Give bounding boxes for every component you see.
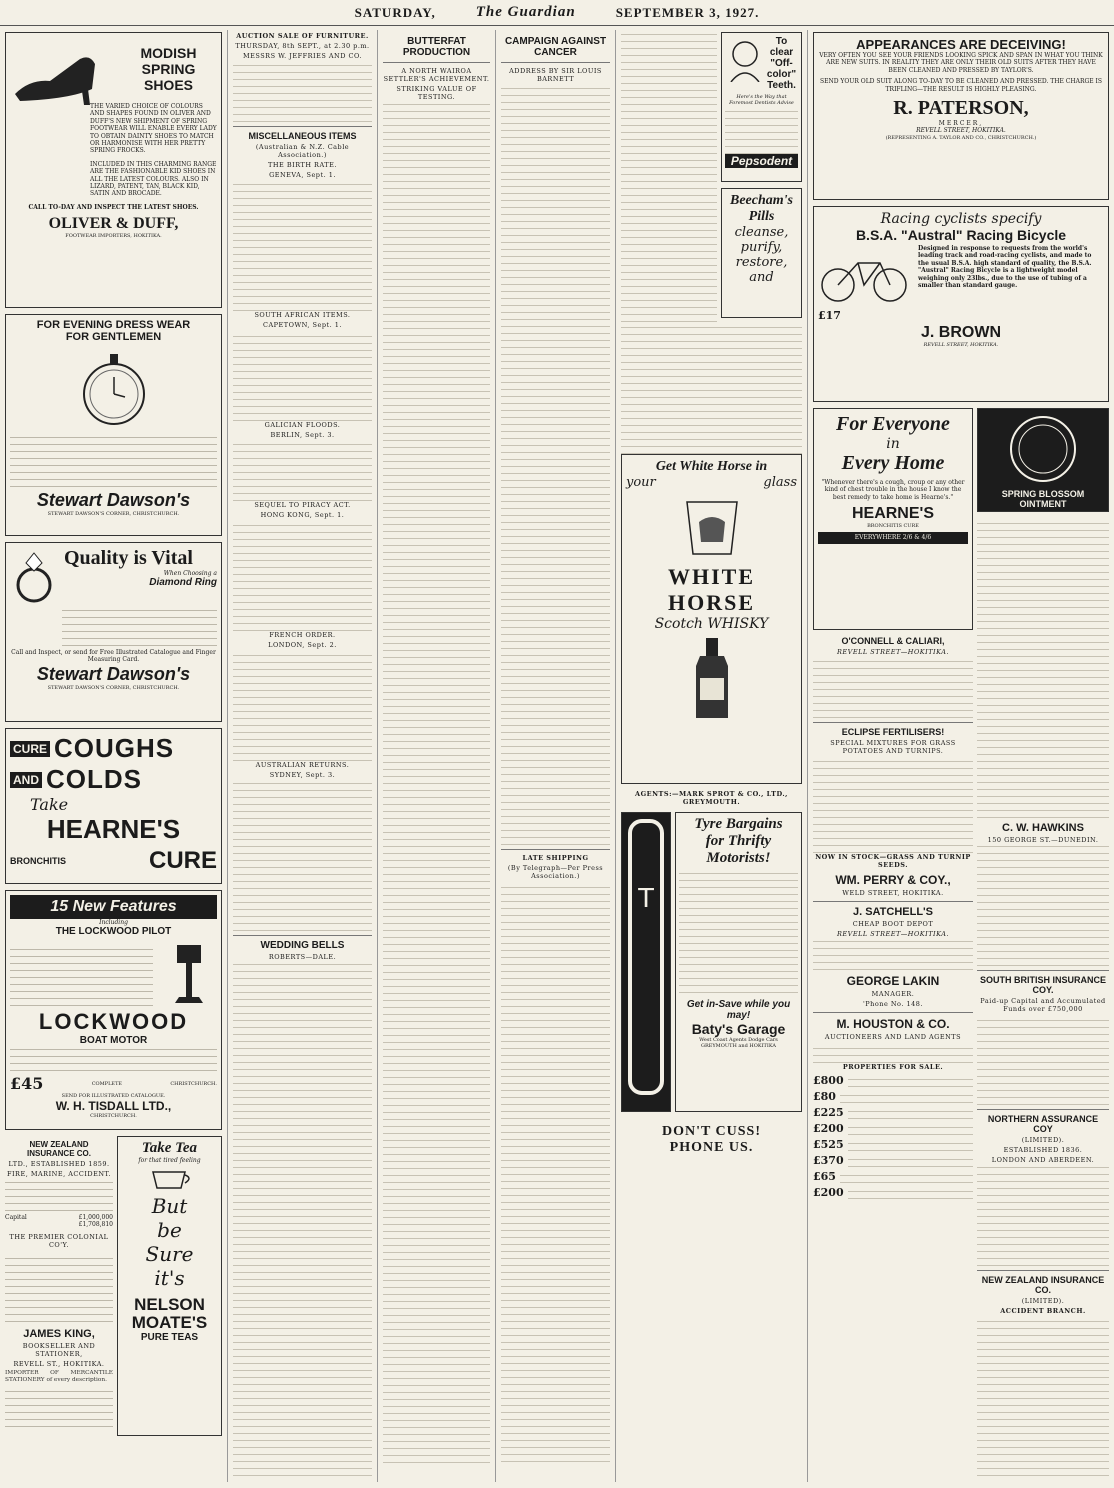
everyone-line-2: in xyxy=(886,436,900,452)
ad-pepsodent xyxy=(721,32,802,182)
sequel-loc: HONG KONG, Sept. 1. xyxy=(260,511,345,519)
nz-insurance-capital-label: Capital xyxy=(5,1214,27,1221)
misc-sub: (Australian & N.Z. Cable Association.) xyxy=(255,143,350,159)
phone-us: PHONE US. xyxy=(669,1140,754,1155)
nz-insurance-capital-value: £1,000,000 xyxy=(78,1214,113,1221)
colds-word: COLDS xyxy=(46,764,142,794)
sa-items-loc: CAPETOWN, Sept. 1. xyxy=(263,321,342,329)
batys-garage-loc: GREYMOUTH and HOKITIKA xyxy=(700,1043,777,1049)
houston-name: M. HOUSTON & CO. xyxy=(836,1017,950,1031)
butterfat-sub-2: STRIKING VALUE OF TESTING. xyxy=(396,85,477,101)
tyre-illustration xyxy=(621,812,671,1112)
auction-firm: MESSRS W. JEFFRIES AND CO. xyxy=(242,52,363,60)
ad-for-everyone xyxy=(813,408,973,630)
wedding-sub: ROBERTS—DALE. xyxy=(268,953,337,961)
birth-rate-body xyxy=(233,181,372,311)
paterson-trade: MERCER, xyxy=(938,120,984,128)
ointment-tin-icon xyxy=(983,413,1103,485)
hearnes-brand: HEARNE'S xyxy=(46,814,181,844)
ad-tyre-bargains xyxy=(675,812,802,1112)
lockwood-price: £45 xyxy=(10,1074,44,1094)
bsa-price: £17 xyxy=(818,309,841,322)
everyone-line-1: For Everyone xyxy=(836,413,950,435)
auction-date: THURSDAY, 8th SEPT., at 2.30 p.m. xyxy=(235,42,370,50)
tea-line-6: it's xyxy=(154,1266,185,1291)
lockwood-city: CHRISTCHURCH. xyxy=(170,1080,217,1087)
cancer-head: CAMPAIGN AGAINST CANCER xyxy=(504,36,607,58)
everyone-brand-sub: BRONCHITIS CURE xyxy=(867,523,919,530)
evening-address: STEWART DAWSON'S CORNER, CHRISTCHURCH. xyxy=(47,511,180,517)
auction-head: AUCTION SALE OF FURNITURE. xyxy=(236,32,369,40)
beecham-line-3: cleanse, xyxy=(734,225,789,240)
oconnell-body xyxy=(813,658,973,718)
whitehorse-brand-1: WHITE HORSE xyxy=(667,564,756,615)
dont-cuss: DON'T CUSS! xyxy=(661,1124,762,1139)
modish-cta: CALL TO-DAY AND INSPECT THE LATEST SHOES. xyxy=(28,203,199,211)
ad-lockwood-boat-motor xyxy=(5,890,222,1130)
perry-addr: WELD STREET, HOKITIKA. xyxy=(842,889,944,897)
masthead xyxy=(0,0,1114,26)
tea-brand: NELSON MOATE'S xyxy=(131,1295,208,1333)
south-british-title: SOUTH BRITISH INSURANCE COY. xyxy=(979,975,1106,995)
lockwood-boat: BOAT MOTOR xyxy=(79,1035,148,1047)
nz-insurance-agents xyxy=(5,1252,113,1322)
nz-insurance-est: LTD., ESTABLISHED 1859. xyxy=(8,1160,110,1168)
diamond-ring-icon xyxy=(10,547,58,607)
property-price-7: £65 xyxy=(813,1169,836,1183)
oliver-duff-brand: OLIVER & DUFF, xyxy=(48,215,179,233)
woman-portrait-icon xyxy=(725,36,765,82)
everyone-brand: HEARNE'S xyxy=(851,505,935,523)
bsa-body: Designed in response to requests from the world's leading track and road-racing cyclists, and made to the usual B.S.A. high standard of quality, the B.S.A. "Austral" Racing Bicycle is a lightweight model weighing only 23lbs., due to the use of tubing of a smaller than standard gauge. xyxy=(918,245,1092,290)
galician-body xyxy=(233,441,372,501)
tea-line-5: Sure xyxy=(145,1242,194,1267)
eclipse-body xyxy=(813,757,973,853)
aus-returns-head: AUSTRALIAN RETURNS. xyxy=(255,761,350,769)
quality-sub-1: When Choosing a xyxy=(163,570,217,577)
property-price-6: £370 xyxy=(813,1153,844,1167)
nz-insurance-premier: THE PREMIER COLONIAL CO'Y. xyxy=(9,1232,109,1249)
houston-sub: AUCTIONEERS AND LAND AGENTS xyxy=(824,1033,962,1041)
cancer-continued-body xyxy=(621,32,717,322)
lockwood-detail-lines xyxy=(10,1049,217,1071)
french-head: FRENCH ORDER. xyxy=(269,631,336,639)
northern-title: NORTHERN ASSURANCE COY xyxy=(987,1114,1099,1134)
coughs-cure-2: CURE xyxy=(148,847,217,874)
aus-returns-loc: SYDNEY, Sept. 3. xyxy=(269,771,336,779)
aus-returns-body xyxy=(233,781,372,931)
bsa-title-1: Racing cyclists specify xyxy=(880,211,1042,227)
james-king-name: JAMES KING, xyxy=(23,1327,95,1340)
james-king-addr: REVELL ST., HOKITIKA. xyxy=(13,1359,105,1368)
paterson-rep: (REPRESENTING A. TAYLOR AND CO., CHRISTCHURCH.) xyxy=(885,134,1037,141)
auction-body-lines xyxy=(233,62,372,122)
butterfat-sub: A NORTH WAIROA SETTLER'S ACHIEVEMENT. xyxy=(383,67,490,83)
pepsodent-quote: To clear "Off-color" Teeth. xyxy=(766,36,797,91)
late-shipping-head: LATE SHIPPING xyxy=(522,854,589,862)
nz-ins-2-ltd: (LIMITED). xyxy=(1021,1297,1065,1305)
pepsodent-caption: Here's the Way that Foremost Dentists Advise xyxy=(729,94,794,106)
pepsodent-brand: Pepsodent xyxy=(725,154,798,168)
ad-quality-is-vital xyxy=(5,542,222,722)
satchell-body xyxy=(813,940,973,970)
late-shipping-sub: (By Telegraph—Per Press Association.) xyxy=(507,864,604,880)
appearances-title: APPEARANCES ARE DECEIVING! xyxy=(856,37,1066,52)
james-king-trade: BOOKSELLER AND STATIONER, xyxy=(22,1341,96,1358)
james-king-body: IMPORTER OF MERCANTILE STATIONERY of every description. xyxy=(5,1369,113,1384)
masthead-day: SATURDAY, xyxy=(354,4,436,20)
masthead-date: SEPTEMBER 3, 1927. xyxy=(615,4,760,20)
tyre-line-2: for Thrifty xyxy=(705,833,772,849)
james-king-lines xyxy=(5,1387,113,1427)
tea-line-1: Take Tea xyxy=(141,1140,198,1156)
bsa-title-2: B.S.A. "Austral" Racing Bicycle xyxy=(855,227,1067,243)
ad-appearances-deceiving xyxy=(813,32,1109,200)
coughs-cure-1: CURE xyxy=(10,741,50,757)
whitehorse-line-3: glass xyxy=(763,475,797,490)
houston-property-list xyxy=(813,1073,973,1199)
sa-items-head: SOUTH AFRICAN ITEMS. xyxy=(254,311,351,319)
batys-garage: Baty's Garage xyxy=(691,1021,786,1037)
evening-body-lines xyxy=(10,435,217,487)
stewart-dawsons-logo-2: Stewart Dawson's xyxy=(36,663,191,684)
south-british-capital: Paid-up Capital and Accumulated Funds over £750,000 xyxy=(980,997,1106,1013)
northern-est: ESTABLISHED 1836. xyxy=(1003,1146,1083,1154)
wedding-head: WEDDING BELLS xyxy=(260,940,345,951)
lockwood-body-lines xyxy=(10,944,153,1006)
ad-evening-dress-wear xyxy=(5,314,222,536)
ad-spring-blossom xyxy=(977,408,1109,512)
modish-line-1: MODISH xyxy=(140,45,197,61)
spring-blossom-title: SPRING BLOSSOM OINTMENT xyxy=(1001,489,1085,509)
houston-intro xyxy=(813,1043,973,1063)
everyone-quote: "Whenever there's a cough, croup or any other kind of chest trouble in the house I know the best remedy to take home is Hearne's." xyxy=(821,479,965,501)
ad-cure-coughs-colds xyxy=(5,728,222,884)
paterson-name: R. PATERSON, xyxy=(893,97,1029,120)
ad-bsa-racing-bicycle xyxy=(813,206,1109,402)
everyone-price: EVERYWHERE 2/6 & 4/6 xyxy=(818,532,968,543)
late-shipping-body xyxy=(501,882,610,1462)
quality-body-lines xyxy=(62,610,217,646)
appearances-body: VERY OFTEN YOU SEE YOUR FRIENDS LOOKING SPICK AND SPAN IN WHAT YOU THINK ARE NEW SUITS. IN REALITY THEY ARE ONLY THEIR OLD SUITS AFTER THEY HAVE BEEN CLEANED AND PRESSED BY TAYLOR'S. xyxy=(819,52,1103,74)
galician-head: GALICIAN FLOODS. xyxy=(264,421,341,429)
coughs-take: Take xyxy=(30,795,69,814)
bsa-agent: J. BROWN xyxy=(921,324,1001,341)
nz-insurance-lines: FIRE, MARINE, ACCIDENT. xyxy=(6,1170,112,1178)
whisky-glass-icon xyxy=(677,492,747,562)
svg-text:T: T xyxy=(637,882,655,913)
lockwood-agent: W. H. TISDALL LTD., xyxy=(55,1099,172,1114)
sa-items-body xyxy=(233,331,372,421)
teacup-icon xyxy=(145,1166,195,1192)
lakin-name: GEORGE LAKIN xyxy=(846,974,940,988)
shoe-illustration-icon xyxy=(10,39,100,109)
quality-title: Quality is Vital xyxy=(64,547,193,569)
modish-line-2: SPRING xyxy=(141,61,196,77)
tyre-body xyxy=(679,873,798,993)
lockwood-including: Including xyxy=(99,919,128,926)
pocket-watch-icon xyxy=(79,349,149,429)
butterfat-body xyxy=(383,103,490,1463)
beecham-line-4: purify, xyxy=(740,240,783,255)
coughs-word: COUGHS xyxy=(54,733,175,763)
column-4 xyxy=(496,30,616,1482)
oliver-duff-sub: FOOTWEAR IMPORTERS, HOKITIKA. xyxy=(65,233,162,240)
wedding-body xyxy=(233,963,372,1482)
cancer-body xyxy=(501,85,610,845)
boat-motor-icon xyxy=(157,941,217,1005)
sequel-head: SEQUEL TO PIRACY ACT. xyxy=(254,501,351,509)
quality-sub-2: Diamond Ring xyxy=(149,577,217,589)
tea-line-4: be xyxy=(157,1218,182,1243)
butterfat-head: BUTTERFAT PRODUCTION xyxy=(402,36,471,58)
evening-title-1: FOR EVENING DRESS WEAR xyxy=(36,319,191,331)
column-1 xyxy=(0,30,228,1482)
beecham-line-6: and xyxy=(749,270,774,285)
whisky-bottle-icon xyxy=(682,636,742,720)
south-british-body xyxy=(977,1015,1109,1105)
blossom-body xyxy=(977,518,1109,818)
lockwood-title: 15 New Features xyxy=(10,895,217,919)
bsa-agent-addr: REVELL STREET, HOKITIKA. xyxy=(923,342,999,348)
beecham-line-5: restore, xyxy=(735,255,788,270)
paterson-addr: REVELL STREET, HOKITIKA. xyxy=(916,127,1006,135)
french-loc: LONDON, Sept. 2. xyxy=(268,641,337,649)
appearances-send: SEND YOUR OLD SUIT ALONG TO-DAY TO BE CLEANED AND PRESSED. THE CHARGE IS TRIFLING—THE RESULT IS HIGHLY PLEASING. xyxy=(819,78,1103,93)
hawkins-body xyxy=(977,846,1109,966)
column-5 xyxy=(616,30,808,1482)
ad-nelson-moate-tea xyxy=(117,1136,222,1436)
property-price-5: £525 xyxy=(813,1137,844,1151)
nz-ins-2-body xyxy=(977,1317,1109,1482)
tyre-icon xyxy=(626,817,666,1097)
houston-props: PROPERTIES FOR SALE. xyxy=(842,1063,944,1071)
lockwood-complete: COMPLETE xyxy=(91,1080,123,1087)
tea-pure: PURE TEAS xyxy=(140,1332,199,1344)
everyone-line-3: Every Home xyxy=(841,452,945,474)
northern-loc: LONDON AND ABERDEEN. xyxy=(991,1156,1095,1164)
tyre-line-1: Tyre Bargains xyxy=(694,816,783,832)
nz-insurance-fund-value: £1,708,810 xyxy=(78,1221,113,1229)
satchell-name: J. SATCHELL'S xyxy=(852,906,934,918)
column-6 xyxy=(808,30,1114,1482)
lockwood-pilot: THE LOCKWOOD PILOT xyxy=(55,926,172,938)
lockwood-catalogue: SEND FOR ILLUSTRATED CATALOGUE. xyxy=(61,1093,166,1100)
whitehorse-agents: AGENTS:—MARK SPROT & CO., LTD., GREYMOUTH. xyxy=(635,790,788,806)
nz-ins-2-title: NEW ZEALAND INSURANCE CO. xyxy=(981,1275,1105,1295)
perry-stock: NOW IN STOCK—GRASS AND TURNIP SEEDS. xyxy=(815,853,971,869)
column-3 xyxy=(378,30,496,1482)
hawkins-name: C. W. HAWKINS xyxy=(1002,822,1084,834)
northern-ltd: (LIMITED). xyxy=(1021,1136,1065,1144)
stewart-dawsons-logo: Stewart Dawson's xyxy=(36,490,191,510)
perry-name: WM. PERRY & COY., xyxy=(835,873,951,887)
french-body xyxy=(233,651,372,761)
lockwood-brand: LOCKWOOD xyxy=(38,1009,189,1035)
ad-beechams-pills xyxy=(721,188,802,318)
tea-line-2: for that tired feeling xyxy=(138,1157,201,1164)
column-2 xyxy=(228,30,378,1482)
property-price-1: £800 xyxy=(813,1073,844,1087)
oconnell-addr: REVELL STREET—HOKITIKA. xyxy=(837,648,949,656)
nz-insurance-lines-body xyxy=(5,1181,113,1211)
misc-head: MISCELLANEOUS ITEMS xyxy=(248,131,357,141)
whitehorse-line-2: your xyxy=(626,475,656,490)
property-price-2: £80 xyxy=(813,1089,836,1103)
lakin-phone: 'Phone No. 148. xyxy=(863,1000,923,1008)
pepsodent-body xyxy=(725,106,798,154)
nz-insurance-title: NEW ZEALAND INSURANCE CO. xyxy=(26,1140,91,1158)
galician-loc: BERLIN, Sept. 3. xyxy=(270,431,335,439)
eclipse-sub: SPECIAL MIXTURES FOR GRASS POTATOES AND TURNIPS. xyxy=(830,739,956,755)
property-price-8: £200 xyxy=(813,1185,844,1199)
quality-address: STEWART DAWSON'S CORNER, CHRISTCHURCH. xyxy=(47,684,180,691)
ad-white-horse-whisky xyxy=(621,454,802,784)
birth-rate-loc: GENEVA, Sept. 1. xyxy=(269,171,336,179)
birth-rate-head: THE BIRTH RATE. xyxy=(268,161,337,169)
bicycle-icon xyxy=(818,245,910,305)
property-price-4: £200 xyxy=(813,1121,844,1135)
nz-ins-2-branch: ACCIDENT BRANCH. xyxy=(1000,1307,1086,1315)
tyre-line-3: Motorists! xyxy=(706,850,771,866)
masthead-paper-name: The Guardian xyxy=(475,4,576,20)
ad-oliver-duff-shoes xyxy=(5,32,222,308)
quality-body: Call and Inspect, or send for Free Illustrated Catalogue and Finger Measuring Card. xyxy=(11,649,216,664)
northern-body xyxy=(977,1166,1109,1266)
oconnell-name: O'CONNELL & CALIARI, xyxy=(841,636,945,646)
lockwood-agent-city: CHRISTCHURCH. xyxy=(90,1113,137,1120)
cancer-sub: ADDRESS BY SIR LOUIS BARNETT xyxy=(509,67,602,83)
hawkins-addr: 150 GEORGE ST.—DUNEDIN. xyxy=(987,836,1099,844)
beecham-line-2: Pills xyxy=(748,209,775,224)
evening-title-2: FOR GENTLEMEN xyxy=(65,331,162,343)
tea-line-3: But xyxy=(151,1194,188,1219)
satchell-sub: CHEAP BOOT DEPOT xyxy=(852,920,934,928)
eclipse-title: ECLIPSE FERTILISERS! xyxy=(841,727,945,737)
modish-body: THE VARIED CHOICE OF COLOURS AND SHAPES FOUND IN OLIVER AND DUFF'S NEW SHIPMENT OF SPRING FOOTWEAR WILL ENABLE EVERY LADY TO OBTAIN DAINTY SHOES TO MATCH OR HARMONISE WITH HER PRETTY SPRING FROCKS. xyxy=(90,103,217,155)
sequel-body xyxy=(233,521,372,631)
col5-body-text xyxy=(621,324,802,454)
modish-body-2: INCLUDED IN THIS CHARMING RANGE ARE THE FASHIONABLE KID SHOES IN ALL THE LATEST COLOURS. ALSO IN LIZARD, PATENT, TAN, BLACK KID, SATIN AND BROCADE. xyxy=(90,160,217,198)
satchell-addr: REVELL STREET—HOKITIKA. xyxy=(837,930,949,938)
whitehorse-line-1: Get White Horse in xyxy=(655,459,768,474)
tyre-tagline: Get in-Save while you may! xyxy=(686,999,791,1021)
batys-garage-sub: West Coast Agents Dodge Cars xyxy=(699,1037,778,1043)
lakin-role: MANAGER. xyxy=(871,990,915,998)
property-price-3: £225 xyxy=(813,1105,844,1119)
coughs-bronchitis: BRONCHITIS xyxy=(10,856,66,866)
coughs-and: AND xyxy=(10,772,42,788)
beecham-line-1: Beecham's xyxy=(730,193,793,208)
whitehorse-brand-2: Scotch WHISKY xyxy=(654,616,769,632)
modish-line-3: SHOES xyxy=(143,77,193,93)
